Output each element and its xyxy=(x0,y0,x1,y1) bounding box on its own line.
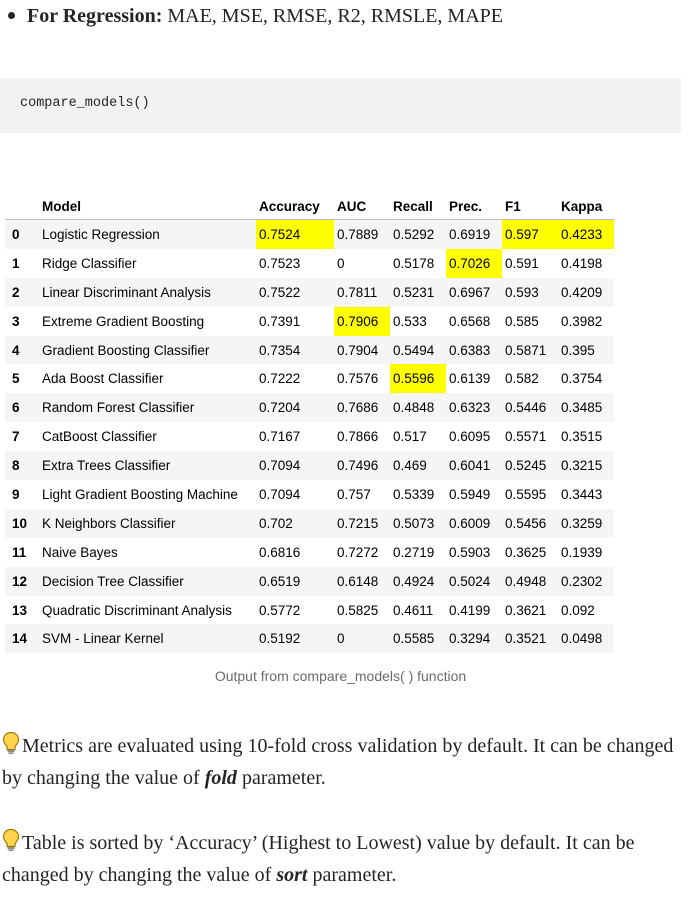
table-row xyxy=(5,336,614,365)
cell-recall: 0.5494 xyxy=(390,336,446,365)
cell-kappa: 0.3443 xyxy=(561,486,603,502)
bullet-dot xyxy=(8,12,15,19)
header-accuracy: Accuracy xyxy=(256,193,334,220)
cell-accuracy: 0.7167 xyxy=(259,429,301,445)
cell-model: Extra Trees Classifier xyxy=(39,451,256,480)
table-body xyxy=(5,220,614,654)
cell-accuracy: 0.7524 xyxy=(256,220,334,249)
table-row xyxy=(5,509,614,538)
header-f1: F1 xyxy=(502,193,558,220)
cell-auc: 0.7272 xyxy=(337,544,379,560)
cell-model: Ada Boost Classifier xyxy=(42,371,164,387)
cell-kappa: 0.0498 xyxy=(558,624,614,653)
table-row xyxy=(5,624,614,653)
cell-index: 9 xyxy=(12,486,20,502)
table-row xyxy=(5,307,614,336)
header-prec: Prec. xyxy=(446,193,502,220)
cell-f1: 0.4948 xyxy=(502,567,558,596)
cell-model: Ridge Classifier xyxy=(42,255,137,271)
cell-index: 14 xyxy=(5,624,39,653)
cell-kappa: 0.4198 xyxy=(561,255,603,271)
cell-index: 1 xyxy=(12,255,20,271)
cell-prec: 0.6383 xyxy=(446,336,502,365)
table-row xyxy=(5,249,614,278)
cell-prec: 0.6919 xyxy=(446,220,502,249)
cell-model: Gradient Boosting Classifier xyxy=(39,336,256,365)
bullet-label: For Regression: xyxy=(27,5,163,27)
cell-f1: 0.3621 xyxy=(505,602,547,618)
cell-accuracy: 0.702 xyxy=(256,509,334,538)
cell-auc: 0.757 xyxy=(337,486,371,502)
cell-prec: 0.6095 xyxy=(449,429,491,445)
cell-prec: 0.5903 xyxy=(449,544,491,560)
cell-accuracy: 0.7094 xyxy=(259,486,301,502)
cell-accuracy: 0.7204 xyxy=(256,393,334,422)
cell-prec: 0.6323 xyxy=(446,393,502,422)
cell-accuracy: 0.7391 xyxy=(259,313,301,329)
cell-kappa: 0.4209 xyxy=(558,278,614,307)
table-row xyxy=(5,364,614,393)
cell-f1: 0.597 xyxy=(502,220,558,249)
cell-f1: 0.591 xyxy=(505,255,539,271)
cell-recall: 0.4611 xyxy=(393,602,434,618)
code-text: compare_models() xyxy=(20,96,150,111)
cell-model: SVM - Linear Kernel xyxy=(39,624,256,653)
cell-recall: 0.5292 xyxy=(390,220,446,249)
results-table xyxy=(5,193,614,653)
cell-recall: 0.5231 xyxy=(390,278,446,307)
header-kappa: Kappa xyxy=(558,193,614,220)
cell-recall: 0.5596 xyxy=(390,364,446,393)
note1-text-before: Metrics are evaluated using 10-fold cross validation by default. It can be changed by changing the value of xyxy=(2,735,674,789)
header-index xyxy=(5,193,39,220)
cell-auc: 0.7686 xyxy=(334,393,390,422)
cell-kappa: 0.1939 xyxy=(561,544,603,560)
cell-kappa: 0.4233 xyxy=(558,220,614,249)
regression-metrics-bullet xyxy=(8,2,503,30)
cell-accuracy: 0.6519 xyxy=(256,567,334,596)
cell-model: Logistic Regression xyxy=(39,220,256,249)
cell-index: 11 xyxy=(12,544,27,560)
cell-prec: 0.6009 xyxy=(446,509,502,538)
bullet-text: MAE, MSE, RMSE, R2, RMSLE, MAPE xyxy=(162,5,503,27)
table-row xyxy=(5,596,614,625)
table-row xyxy=(5,538,614,567)
cell-model: Naive Bayes xyxy=(42,544,118,560)
cell-accuracy: 0.7523 xyxy=(259,255,301,271)
note1-param: fold xyxy=(204,767,237,789)
cell-recall: 0.2719 xyxy=(393,544,435,560)
cell-index: 10 xyxy=(5,509,39,538)
cell-accuracy: 0.5192 xyxy=(256,624,334,653)
cell-index: 7 xyxy=(12,429,20,445)
cell-kappa: 0.3982 xyxy=(561,313,603,329)
table-row xyxy=(5,393,614,422)
note2-text-after: parameter. xyxy=(307,864,397,886)
cell-auc: 0.7906 xyxy=(334,307,390,336)
cell-index: 13 xyxy=(12,602,28,618)
cell-f1: 0.5595 xyxy=(505,486,547,502)
table-row xyxy=(5,220,614,249)
cell-auc: 0 xyxy=(337,255,345,271)
cell-index: 0 xyxy=(5,220,39,249)
cell-prec: 0.3294 xyxy=(446,624,502,653)
header-auc: AUC xyxy=(334,193,390,220)
cell-prec: 0.7026 xyxy=(446,249,502,278)
table-row xyxy=(5,278,614,307)
cell-model: Quadratic Discriminant Analysis xyxy=(42,602,232,618)
cell-auc: 0.7904 xyxy=(334,336,390,365)
cell-kappa: 0.092 xyxy=(561,602,595,618)
table-row xyxy=(5,567,614,596)
note1-text-after: parameter. xyxy=(236,767,326,789)
cell-prec: 0.5024 xyxy=(446,567,502,596)
note2-text-before: Table is sorted by ‘Accuracy’ (Highest to Lowest) value by default. It can be changed by changing the value of xyxy=(2,832,635,886)
cell-auc: 0 xyxy=(334,624,390,653)
lightbulb-icon xyxy=(2,731,20,755)
cell-recall: 0.517 xyxy=(393,429,427,445)
cell-f1: 0.3521 xyxy=(502,624,558,653)
cell-accuracy: 0.7094 xyxy=(256,451,334,480)
cell-recall: 0.4848 xyxy=(390,393,446,422)
cell-auc: 0.6148 xyxy=(334,567,390,596)
cell-model: K Neighbors Classifier xyxy=(39,509,256,538)
cell-model: Light Gradient Boosting Machine xyxy=(42,486,238,502)
cell-model: Random Forest Classifier xyxy=(39,393,256,422)
cell-kappa: 0.3215 xyxy=(558,451,614,480)
cell-prec: 0.6139 xyxy=(449,371,491,387)
cell-recall: 0.5339 xyxy=(393,486,435,502)
cell-auc: 0.5825 xyxy=(337,602,379,618)
cell-kappa: 0.3515 xyxy=(561,429,603,445)
cell-f1: 0.3625 xyxy=(505,544,547,560)
cell-auc: 0.7866 xyxy=(337,429,379,445)
cell-f1: 0.5571 xyxy=(505,429,547,445)
code-block xyxy=(0,78,681,133)
cell-recall: 0.4924 xyxy=(390,567,446,596)
cell-recall: 0.469 xyxy=(390,451,446,480)
cell-f1: 0.585 xyxy=(505,313,539,329)
cell-model: Linear Discriminant Analysis xyxy=(39,278,256,307)
cell-index: 2 xyxy=(5,278,39,307)
cell-model: Extreme Gradient Boosting xyxy=(42,313,205,329)
cell-index: 5 xyxy=(12,371,20,387)
lightbulb-icon xyxy=(2,828,20,852)
cell-accuracy: 0.7222 xyxy=(259,371,301,387)
cell-prec: 0.6967 xyxy=(446,278,502,307)
cell-kappa: 0.3259 xyxy=(558,509,614,538)
cell-prec: 0.6041 xyxy=(446,451,502,480)
table-caption: Output from compare_models( ) function xyxy=(214,668,467,684)
cell-auc: 0.7811 xyxy=(334,278,390,307)
cell-accuracy: 0.7522 xyxy=(256,278,334,307)
cell-index: 8 xyxy=(5,451,39,480)
cell-accuracy: 0.6816 xyxy=(259,544,301,560)
cell-auc: 0.7215 xyxy=(334,509,390,538)
cell-auc: 0.7576 xyxy=(337,371,379,387)
table-row xyxy=(5,422,614,451)
note2-param: sort xyxy=(276,864,308,886)
cell-index: 3 xyxy=(12,313,20,329)
cell-prec: 0.5949 xyxy=(449,486,491,502)
cell-kappa: 0.2302 xyxy=(558,567,614,596)
cell-kappa: 0.3754 xyxy=(561,371,603,387)
cell-model: Decision Tree Classifier xyxy=(39,567,256,596)
cell-index: 6 xyxy=(5,393,39,422)
cell-f1: 0.5446 xyxy=(502,393,558,422)
cell-prec: 0.6568 xyxy=(449,313,491,329)
cell-recall: 0.5178 xyxy=(393,255,435,271)
table-row xyxy=(5,451,614,480)
cell-prec: 0.4199 xyxy=(449,602,491,618)
cell-f1: 0.5245 xyxy=(502,451,558,480)
cell-recall: 0.533 xyxy=(393,313,427,329)
cell-recall: 0.5073 xyxy=(390,509,446,538)
cell-kappa: 0.3485 xyxy=(558,393,614,422)
cell-recall: 0.5585 xyxy=(390,624,446,653)
table-header-row xyxy=(5,193,614,220)
cell-f1: 0.593 xyxy=(502,278,558,307)
cell-auc: 0.7889 xyxy=(334,220,390,249)
header-model: Model xyxy=(39,193,256,220)
cell-f1: 0.5456 xyxy=(502,509,558,538)
cell-index: 4 xyxy=(5,336,39,365)
header-recall: Recall xyxy=(390,193,446,220)
cell-f1: 0.5871 xyxy=(502,336,558,365)
note-sort-order xyxy=(2,827,682,891)
cell-auc: 0.7496 xyxy=(334,451,390,480)
cell-accuracy: 0.5772 xyxy=(259,602,301,618)
table-row xyxy=(5,480,614,509)
cell-index: 12 xyxy=(5,567,39,596)
cell-f1: 0.582 xyxy=(505,371,539,387)
cell-kappa: 0.395 xyxy=(558,336,614,365)
note-cross-validation xyxy=(2,730,682,794)
cell-accuracy: 0.7354 xyxy=(256,336,334,365)
cell-model: CatBoost Classifier xyxy=(42,429,157,445)
